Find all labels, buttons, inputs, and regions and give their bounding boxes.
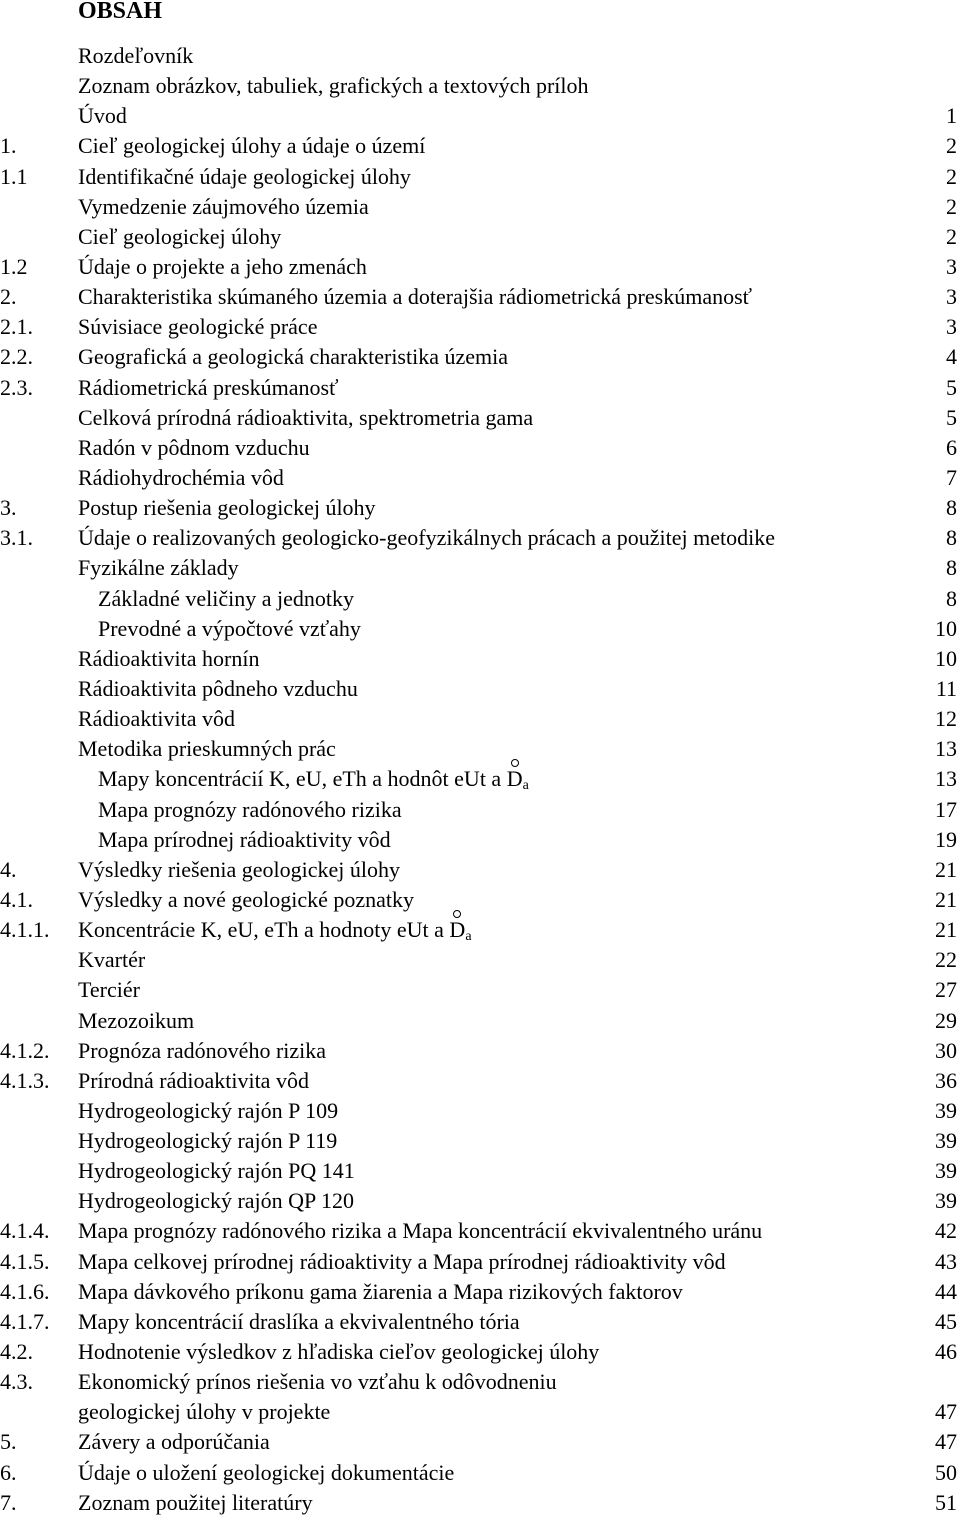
toc-entry-page: 2: [946, 133, 957, 159]
toc-entry-title: [78, 1247, 726, 1277]
toc-entry-page: 1: [946, 103, 957, 129]
toc-entry-number: 2.: [0, 284, 17, 310]
toc-entry-title: [78, 162, 411, 192]
toc-entry: [0, 1096, 960, 1126]
toc-entry: [0, 1427, 960, 1457]
toc-entry-page: 11: [935, 675, 957, 701]
toc-entry: [0, 403, 960, 433]
dose-rate-symbol: D: [507, 764, 523, 794]
toc-entry-text: Základné veličiny a jednotky: [98, 585, 354, 611]
toc-entry-number: 4.1.: [0, 886, 33, 912]
toc-entry-title: [98, 584, 354, 614]
toc-entry: [0, 252, 960, 282]
toc-entry-title: [78, 1367, 557, 1397]
toc-entry-page: 5: [946, 374, 957, 400]
toc-entry-text: Kvartér: [78, 947, 146, 973]
toc-entry-title: [98, 825, 391, 855]
toc-entry-title: [78, 312, 317, 342]
toc-entry-number: 6.: [0, 1459, 17, 1485]
toc-entry-page: 43: [935, 1248, 957, 1274]
toc-entry-title: [78, 1036, 326, 1066]
toc-entry: [0, 915, 960, 945]
toc-entry-page: 21: [935, 917, 957, 943]
toc-entry-text: Radón v pôdnom vzduchu: [78, 434, 310, 460]
toc-entry-number: 2.2.: [0, 344, 33, 370]
toc-entry: [0, 312, 960, 342]
dose-rate-symbol: D: [449, 915, 465, 945]
toc-entry: [0, 1337, 960, 1367]
toc-entry-title: [78, 885, 414, 915]
toc-entry-number: 2.1.: [0, 314, 33, 340]
toc-entry-page: 3: [946, 314, 957, 340]
toc-entry: [0, 71, 960, 101]
toc-entry-title: [78, 1277, 683, 1307]
toc-entry-number: 1.2: [0, 253, 28, 279]
toc-entry-page: 19: [935, 826, 957, 852]
table-of-contents: [0, 41, 960, 1518]
toc-entry-page: 5: [946, 404, 957, 430]
toc-entry-page: 39: [935, 1097, 957, 1123]
toc-entry-text: Rádioaktivita pôdneho vzduchu: [78, 675, 358, 701]
toc-entry-page: 51: [935, 1489, 957, 1515]
toc-entry: [0, 222, 960, 252]
toc-entry-page: 21: [935, 886, 957, 912]
toc-entry: [0, 945, 960, 975]
toc-entry-text: Identifikačné údaje geologickej úlohy: [78, 163, 411, 189]
toc-entry-page: 10: [935, 645, 957, 671]
toc-entry: [0, 1458, 960, 1488]
toc-entry-title: [78, 945, 145, 975]
toc-entry-number: 4.: [0, 856, 17, 882]
toc-entry-page: 47: [935, 1429, 957, 1455]
toc-entry: [0, 1156, 960, 1186]
toc-entry-page: 17: [935, 796, 957, 822]
toc-entry-number: 4.1.1.: [0, 917, 50, 943]
toc-entry-text: Prevodné a výpočtové vzťahy: [98, 615, 361, 641]
toc-entry: [0, 523, 960, 553]
toc-entry-title: [78, 41, 193, 71]
toc-entry-text: Rádiometrická preskúmanosť: [78, 374, 339, 400]
toc-entry-page: 21: [935, 856, 957, 882]
toc-entry-page: 22: [935, 947, 957, 973]
toc-entry-title: [78, 975, 140, 1005]
toc-entry-number: 7.: [0, 1489, 17, 1515]
toc-entry: [0, 1216, 960, 1246]
toc-entry: [0, 614, 960, 644]
toc-entry: [0, 795, 960, 825]
toc-entry: [0, 1367, 960, 1397]
toc-entry: [0, 1006, 960, 1036]
toc-entry-page: 3: [946, 284, 957, 310]
toc-entry-page: 2: [946, 163, 957, 189]
toc-entry-title: [78, 1458, 454, 1488]
toc-entry: [0, 764, 960, 794]
toc-entry-text: Závery a odporúčania: [78, 1429, 270, 1455]
toc-entry-title: [78, 1216, 762, 1246]
toc-entry-text: Súvisiace geologické práce: [78, 314, 318, 340]
toc-entry: [0, 734, 960, 764]
toc-entry-page: 45: [935, 1308, 957, 1334]
toc-entry-page: 47: [935, 1399, 957, 1425]
toc-entry-page: 7: [946, 464, 957, 490]
toc-entry-number: 4.3.: [0, 1369, 33, 1395]
toc-entry-page: 44: [935, 1278, 957, 1304]
toc-entry-number: 1.1: [0, 163, 28, 189]
toc-entry: [0, 825, 960, 855]
toc-entry-page: 39: [935, 1158, 957, 1184]
toc-entry-title: [78, 192, 369, 222]
toc-entry-text: Terciér: [78, 977, 140, 1003]
toc-entry-number: 4.1.4.: [0, 1218, 50, 1244]
toc-entry: [0, 131, 960, 161]
toc-entry-page: 36: [935, 1067, 957, 1093]
toc-entry-title: [78, 1397, 330, 1427]
toc-entry-text: Mapa prírodnej rádioaktivity vôd: [98, 826, 391, 852]
toc-entry-title: [78, 1488, 313, 1518]
toc-entry-page: 46: [935, 1339, 957, 1365]
toc-entry-text: Hydrogeologický rajón PQ 141: [78, 1158, 355, 1184]
toc-entry-title: [78, 553, 239, 583]
toc-entry-page: 2: [946, 193, 957, 219]
toc-entry-title: [78, 1337, 599, 1367]
toc-entry-text: Mapa dávkového príkonu gama žiarenia a Mapa rizikových faktorov: [78, 1278, 683, 1304]
toc-entry-text: geologickej úlohy v projekte: [78, 1399, 331, 1425]
toc-entry-title: [78, 1066, 309, 1096]
toc-entry-title: [78, 1307, 520, 1337]
toc-entry-number: 4.1.3.: [0, 1067, 50, 1093]
toc-entry: [0, 704, 960, 734]
toc-entry-number: 4.1.7.: [0, 1308, 50, 1334]
toc-entry-title: [78, 463, 284, 493]
toc-entry-page: 8: [946, 555, 957, 581]
toc-entry-text: Mapy koncentrácií draslíka a ekvivalentného tória: [78, 1308, 520, 1334]
toc-entry-title: [78, 704, 235, 734]
toc-entry: [0, 493, 960, 523]
toc-entry-page: 42: [935, 1218, 957, 1244]
toc-entry-title: [78, 644, 259, 674]
toc-entry-text: Charakteristika skúmaného územia a doterajšia rádiometrická preskúmanosť: [78, 284, 753, 310]
toc-entry-text: Geografická a geologická charakteristika územia: [78, 344, 508, 370]
toc-entry-text: Rádioaktivita vôd: [78, 706, 236, 732]
toc-entry-page: 6: [946, 434, 957, 460]
toc-entry-title: [78, 1096, 338, 1126]
toc-entry-page: 50: [935, 1459, 957, 1485]
toc-entry-title: [78, 1186, 354, 1216]
toc-entry-text: Cieľ geologickej úlohy: [78, 223, 282, 249]
toc-entry: [0, 162, 960, 192]
toc-entry-text: Výsledky riešenia geologickej úlohy: [78, 856, 400, 882]
toc-entry-title: [78, 131, 425, 161]
toc-entry-page: 3: [946, 253, 957, 279]
toc-entry-text: Koncentrácie K, eU, eTh a hodnoty eUt a: [78, 917, 450, 943]
toc-entry-number: 3.1.: [0, 525, 33, 551]
toc-entry: [0, 1036, 960, 1066]
toc-entry-text: Postup riešenia geologickej úlohy: [78, 495, 376, 521]
toc-entry-text: Údaje o projekte a jeho zmenách: [78, 253, 367, 279]
toc-entry-text: Vymedzenie záujmového územia: [78, 193, 369, 219]
toc-entry-text: Ekonomický prínos riešenia vo vzťahu k odôvodneniu: [78, 1369, 557, 1395]
toc-entry: [0, 192, 960, 222]
toc-entry-page: 10: [935, 615, 957, 641]
toc-entry-title: [98, 614, 361, 644]
toc-entry-number: 4.1.2.: [0, 1037, 50, 1063]
toc-entry-text: Celková prírodná rádioaktivita, spektrometria gama: [78, 404, 534, 430]
toc-entry-text: Fyzikálne základy: [78, 555, 239, 581]
toc-entry-page: 8: [946, 525, 957, 551]
toc-entry: [0, 463, 960, 493]
toc-entry-number: 4.1.6.: [0, 1278, 50, 1304]
toc-entry-page: 2: [946, 223, 957, 249]
toc-entry-page: 39: [935, 1188, 957, 1214]
toc-entry-text: Hydrogeologický rajón QP 120: [78, 1188, 354, 1214]
toc-entry-title: [98, 795, 402, 825]
toc-entry: [0, 1186, 960, 1216]
toc-entry-text: Prognóza radónového rizika: [78, 1037, 327, 1063]
toc-entry: [0, 674, 960, 704]
toc-entry-page: 39: [935, 1128, 957, 1154]
toc-entry-title: [78, 433, 310, 463]
toc-entry-title: [78, 1427, 270, 1457]
toc-entry: [0, 41, 960, 71]
toc-entry-text: Úvod: [78, 103, 127, 129]
toc-entry-page: 29: [935, 1007, 957, 1033]
toc-entry-text: Hydrogeologický rajón P 119: [78, 1128, 338, 1154]
toc-entry: [0, 584, 960, 614]
toc-entry-text: Mapa celkovej prírodnej rádioaktivity a Mapa prírodnej rádioaktivity vôd: [78, 1248, 726, 1274]
toc-entry: [0, 1488, 960, 1518]
toc-entry-title: [78, 855, 400, 885]
toc-entry-text: Údaje o uložení geologickej dokumentácie: [78, 1459, 455, 1485]
toc-entry-number: 4.2.: [0, 1339, 33, 1365]
toc-entry-number: 1.: [0, 133, 17, 159]
toc-entry-title: [78, 1156, 355, 1186]
toc-entry: [0, 101, 960, 131]
toc-entry-number: 2.3.: [0, 374, 33, 400]
toc-entry-title: [98, 764, 529, 794]
toc-entry: [0, 1066, 960, 1096]
toc-entry-page: 13: [935, 766, 957, 792]
toc-entry: [0, 1126, 960, 1156]
toc-entry-text: Mapa prognózy radónového rizika a Mapa koncentrácií ekvivalentného uránu: [78, 1218, 763, 1244]
toc-entry-text: Mapa prognózy radónového rizika: [98, 796, 402, 822]
toc-entry-text: Mapy koncentrácií K, eU, eTh a hodnôt eUt a: [98, 766, 507, 792]
toc-entry: [0, 1277, 960, 1307]
dose-rate-subscript: a: [522, 778, 529, 794]
toc-entry-text: Zoznam použitej literatúry: [78, 1489, 313, 1515]
toc-entry-text: Zoznam obrázkov, tabuliek, grafických a textových príloh: [78, 73, 589, 99]
toc-entry-title: [78, 915, 472, 945]
dose-rate-subscript: a: [465, 929, 472, 945]
toc-entry: [0, 282, 960, 312]
toc-entry-title: [78, 1126, 337, 1156]
toc-entry: [0, 553, 960, 583]
toc-entry-page: 4: [946, 344, 957, 370]
toc-entry-text: Rádiohydrochémia vôd: [78, 464, 284, 490]
toc-entry: [0, 885, 960, 915]
toc-entry-page: 12: [935, 706, 957, 732]
toc-entry-title: [78, 734, 336, 764]
toc-entry-page: 8: [946, 495, 957, 521]
toc-entry: [0, 1397, 960, 1427]
toc-entry-text: Údaje o realizovaných geologicko-geofyzikálnych prácach a použitej metodike: [78, 525, 775, 551]
toc-entry-page: 27: [935, 977, 957, 1003]
toc-entry-title: [78, 222, 281, 252]
toc-entry: [0, 855, 960, 885]
toc-entry-title: [78, 71, 589, 101]
toc-entry-text: Cieľ geologickej úlohy a údaje o území: [78, 133, 426, 159]
toc-entry-page: 8: [946, 585, 957, 611]
toc-entry-page: 30: [935, 1037, 957, 1063]
toc-entry-title: [78, 674, 358, 704]
toc-entry-text: Hodnotenie výsledkov z hľadiska cieľov geologickej úlohy: [78, 1339, 600, 1365]
toc-entry: [0, 373, 960, 403]
toc-entry-title: [78, 342, 508, 372]
toc-entry-number: 4.1.5.: [0, 1248, 50, 1274]
toc-entry-title: [78, 403, 533, 433]
toc-entry-page: 13: [935, 736, 957, 762]
toc-entry-text: Rádioaktivita hornín: [78, 645, 260, 671]
toc-entry-text: Rozdeľovník: [78, 43, 194, 68]
toc-entry: [0, 342, 960, 372]
toc-entry: [0, 975, 960, 1005]
document-title: OBSAH: [78, 0, 163, 24]
toc-entry: [0, 433, 960, 463]
toc-entry-text: Prírodná rádioaktivita vôd: [78, 1067, 309, 1093]
toc-entry-number: 3.: [0, 495, 17, 521]
toc-entry: [0, 644, 960, 674]
toc-entry-text: Mezozoikum: [78, 1007, 195, 1033]
toc-entry-title: [78, 373, 339, 403]
toc-entry-title: [78, 252, 367, 282]
toc-entry-number: 5.: [0, 1429, 17, 1455]
toc-entry: [0, 1307, 960, 1337]
toc-entry-text: Výsledky a nové geologické poznatky: [78, 886, 415, 912]
toc-entry-text: Hydrogeologický rajón P 109: [78, 1097, 339, 1123]
toc-entry: [0, 1247, 960, 1277]
toc-entry-title: [78, 493, 376, 523]
toc-entry-title: [78, 282, 752, 312]
toc-entry-text: Metodika prieskumných prác: [78, 736, 336, 762]
toc-entry-title: [78, 523, 775, 553]
toc-entry-title: [78, 101, 127, 131]
toc-entry-title: [78, 1006, 194, 1036]
